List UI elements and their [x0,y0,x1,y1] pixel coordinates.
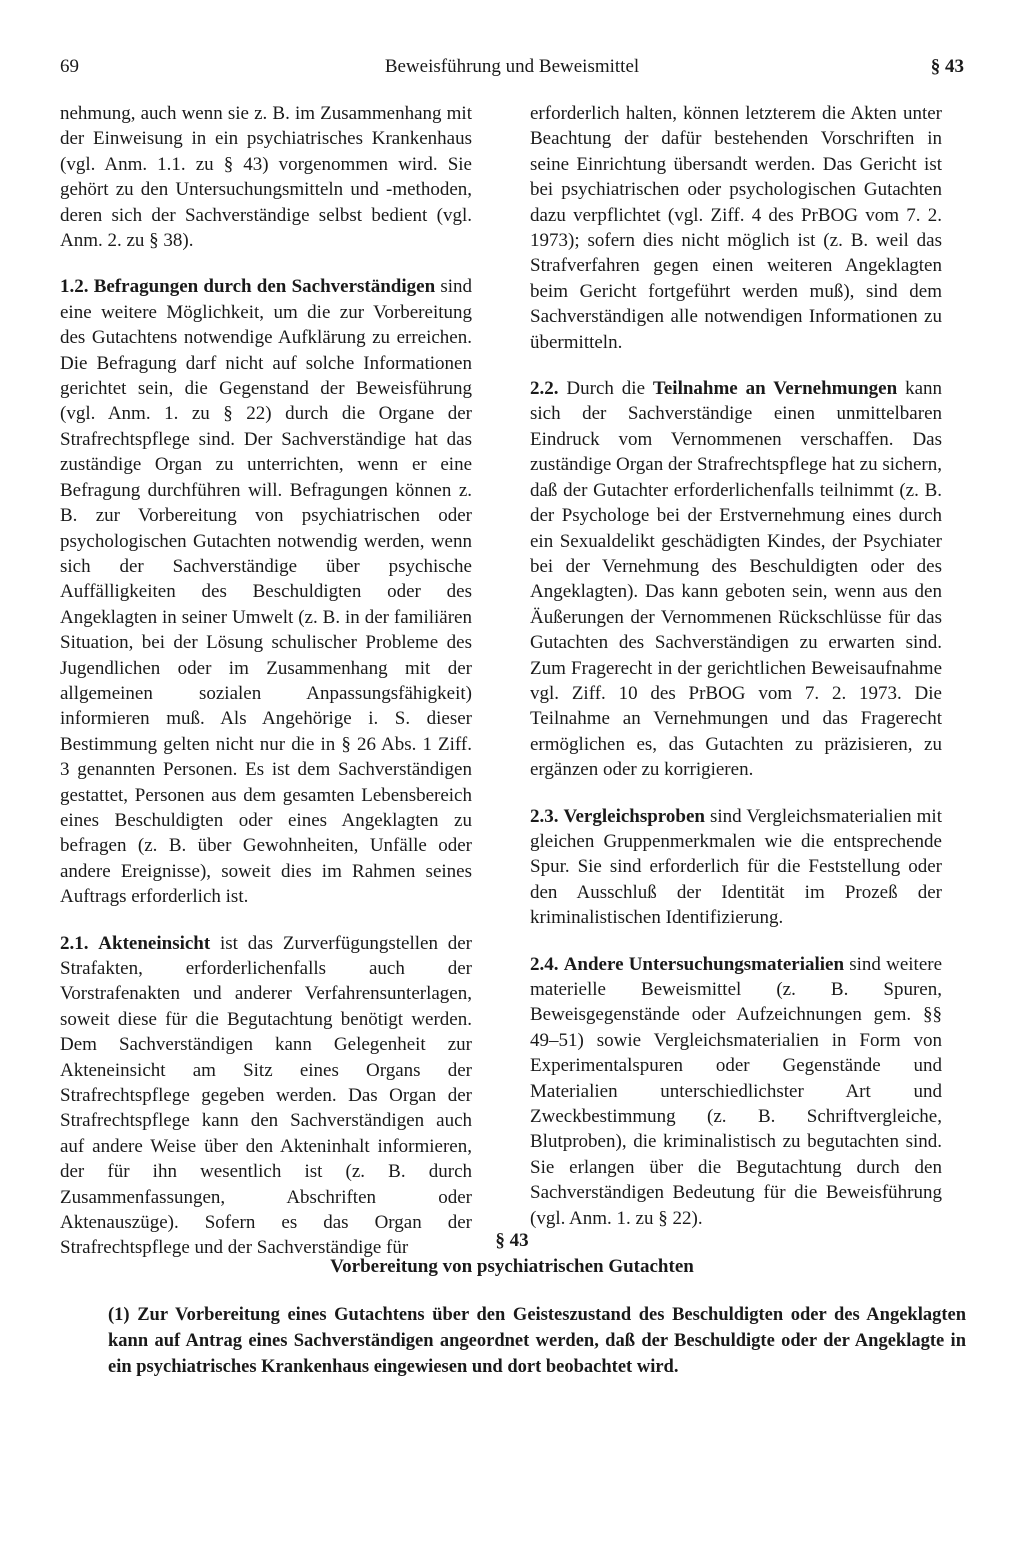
paragraph-1-2 [60,274,472,909]
paragraph-number: 2.3. [530,805,559,827]
paragraph-2-4 [530,952,942,1231]
running-title: Beweisführung und Beweismittel [384,56,640,77]
paragraph-number: 2.2. [530,378,559,400]
paragraph [60,101,472,253]
paragraph-term: Akteneinsicht [98,932,211,954]
paragraph-text: erforderlich halten, können letzterem die Akten unter Beachtung der dafür bestehenden Vorschriften in seine Einrichtung übersandt werden. Das Gericht ist bei psychiatrischen oder psychologischen Gutachten dazu verpflichtet (vgl. Ziff. 4 des PrBOG vom 7. 2. 1973); sofern dies nicht möglich ist (z. B. weil das Strafverfahren gegen einen weiteren Angeklagten beim Gericht fortgeführt werden muß), sind dem Sachverständigen alle notwendigen Informationen zu übermitteln. [530,103,942,353]
paragraph-number: 2.4. [530,953,559,975]
page-number: 69 [60,56,79,77]
section-title: Vorbereitung von psychiatrischen Gutachten [330,1256,694,1277]
paragraph-term: Befragungen durch den Sachverständigen [93,276,436,298]
section-heading [0,1228,1024,1280]
paragraph-2-2 [530,376,942,783]
right-column [530,101,942,1252]
header-section: § 43 [930,56,964,77]
paragraph-text: sind Vergleichsmaterialien mit gleichen Gruppenmerkmalen wie die entsprechende Spur. Sie sind erforderlich für die Feststellung oder den Ausschluß der Identität im Prozeß der kriminalistischen Identifizierung. [530,805,942,929]
section-number: § 43 [495,1230,529,1251]
paragraph-text: sind weitere materielle Beweismittel (z. B. Spuren, Beweisgegenstände oder Aufzeichnungen gem. §§ 49–51) sowie Vergleichsmaterialien in Form von Experimentalspuren oder Gegenstände und Materialien unterschiedlichster Art und Zweckbestimmung (z. B. Schriftvergleiche, Blutproben), die kriminalistisch zu begutachten sind. Sie erlangen über die Begutachtung durch den Sachverständigen Bedeutung für die Beweisführung (vgl. Anm. 1. zu § 22). [530,953,943,1229]
paragraph-number: 2.1. [60,932,89,954]
paragraph-text: sind eine weitere Möglichkeit, um die zur Vorbereitung des Gutachtens notwendige Aufklärung zu erreichen. Die Befragung darf nicht auf solche Informationen gerichtet sein, die Gegenstand der Beweisführung (vgl. Anm. 1. zu § 22) durch die Organe der Strafrechtspflege sind. Der Sachverständige hat das zuständige Organ zu unterrichten, wenn er eine Befragung durchführen will. Befragungen können z. B. zur Vorbereitung von psychiatrischen oder psychologischen Gutachten notwendig werden, wenn sich der Sachverständige über psychische Auffälligkeiten des Beschuldigten oder des Angeklagten in seiner Umwelt (z. B. in der familiären Situation, bei der Lösung schulischer Probleme des Jugendlichen oder im Zusammenhang mit der allgemeinen sozialen Anpassungsfähigkeit) informieren muß. Als Angehörige i. S. dieser Bestimmung gelten nicht nur die in § 26 Abs. 1 Ziff. 3 genannten Personen. Es ist dem Sachverständigen gestattet, Personen aus dem gesamten Lebensbereich eines Beschuldigten oder eines Angeklagten zu befragen (z. B. über Gewohnheiten, Unfälle oder andere Ereignisse), soweit dies im Rahmen seines Auftrags erforderlich ist. [60,276,473,908]
left-column [60,101,472,1282]
paragraph-text: ist das Zurverfügungstellen der Strafakten, erforderlichenfalls auch der Vorstrafenakten und anderer Verfahrensunterlagen, soweit diese für die Begutachtung benötigt werden. Dem Sachverständigen kann Gelegenheit zur Akteneinsicht am Sitz eines Organs der Strafrechtspflege gegeben werden. Das Organ der Strafrechtspflege kann den Sachverständigen auch auf andere Weise über den Akteninhalt informieren, der für ihn wesentlich ist (z. B. durch Zusammenfassungen, Abschriften oder Aktenauszüge). Sofern es das Organ der Strafrechtspflege und der Sachverständige für [60,932,473,1259]
page-header [0,56,1024,86]
paragraph [530,101,942,355]
paragraph-term: Vergleichsproben [563,805,705,827]
paragraph-2-3 [530,804,942,931]
paragraph-number: 1.2. [60,276,89,298]
law-text: (1) Zur Vorbereitung eines Gutachtens über den Geisteszustand des Beschuldigten oder des Angeklagten kann auf Antrag eines Sachverständigen angeordnet werden, daß der Beschuldigte oder der Angeklagte in ein psychiatrisches Krankenhaus eingewiesen und dort beobachtet wird. [108,1305,966,1377]
paragraph-2-1 [60,931,472,1261]
paragraph-term: Andere Untersuchungsmaterialien [563,953,845,975]
paragraph-term: Teilnahme an Vernehmungen [652,378,898,400]
paragraph-prefix: Durch die [558,378,653,400]
paragraph-text: nehmung, auch wenn sie z. B. im Zusammenhang mit der Einweisung in ein psychiatrisches Krankenhaus (vgl. Anm. 1.1. zu § 43) vorgenommen wird. Sie gehört zu den Untersuchungsmitteln und -methoden, deren sich der Sachverständige selbst bedient (vgl. Anm. 2. zu § 38). [60,103,472,252]
paragraph-text: kann sich der Sachverständige einen unmittelbaren Eindruck vom Vernommenen verschaffen. Das zuständige Organ der Strafrechtspflege hat zu sichern, daß der Gutachter erforderlichenfalls teilnimmt (z. B. der Psychologe bei der Erstvernehmung eines durch ein Sexualdelikt geschädigten Kindes, der Psychiater bei der Vernehmung des Beschuldigten oder des Angeklagten). Das kann geboten sein, wenn aus den Äußerungen der Vernommenen Rückschlüsse für das Gutachten des Sachverständigen zu erwarten sind. Zum Fragerecht in der gerichtlichen Beweisaufnahme vgl. Ziff. 10 des PrBOG vom 7. 2. 1973. Die Teilnahme an Vernehmungen und das Fragerecht ermöglichen es, das Gutachten zu präzisieren, zu ergänzen oder zu korrigieren. [530,378,942,781]
